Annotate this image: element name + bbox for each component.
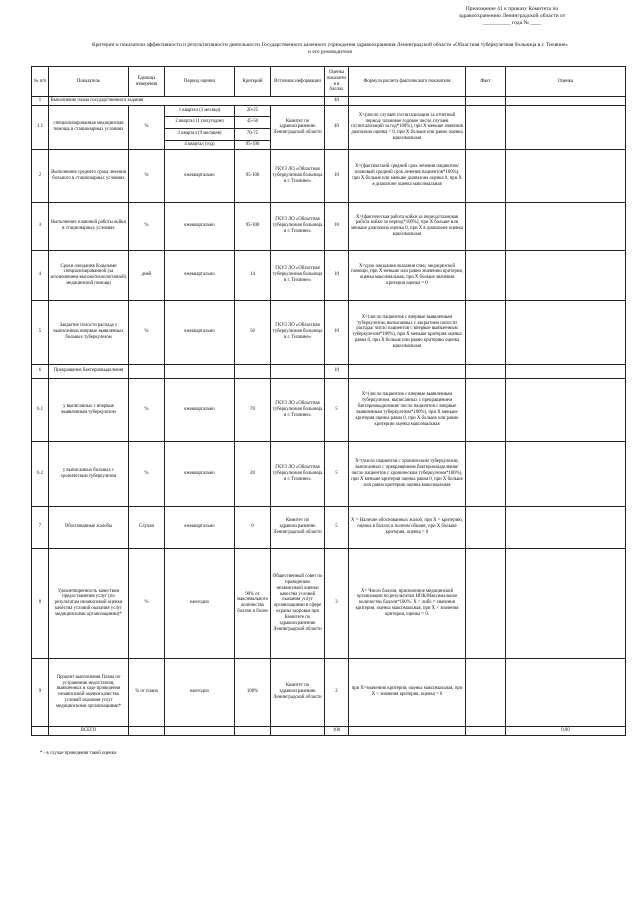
row-fact	[466, 658, 506, 726]
row-score: 5	[325, 506, 349, 548]
row-criterion: 50	[235, 300, 271, 364]
row-formula	[349, 97, 466, 106]
row-num: 5	[32, 300, 49, 364]
row-period: ежеквартально	[165, 506, 235, 548]
row-criterion: 20	[235, 441, 271, 506]
row-evaluation	[506, 202, 626, 250]
row-score: 5	[325, 378, 349, 441]
row-score: 10	[325, 300, 349, 364]
table-row	[32, 506, 626, 548]
row-period: ежегодно	[165, 548, 235, 658]
total-fact	[466, 726, 506, 735]
row-evaluation	[506, 149, 626, 202]
row-evaluation	[506, 300, 626, 364]
row-num: 1	[32, 97, 49, 106]
row-num: 6.1	[32, 378, 49, 441]
row-indicator: Удовлетворенность качеством предоставления услуг (по результатам независимой оценки качества условий оказания услуг медицинскими организациями)*	[49, 548, 129, 658]
row-source: ГКУЗ ЛО «Областная туберкулезная больница в г. Тихвине»	[271, 149, 325, 202]
row-source: Комитет по здравоохранению Ленинградской области	[271, 105, 325, 149]
row-source: ГКУЗ ЛО «Областная туберкулезная больница в г. Тихвине»	[271, 378, 325, 441]
approval-header	[412, 6, 612, 27]
row-indicator: Закрытие полости распада у выписанных впервые выявленных больных туберкулезом	[49, 300, 129, 364]
row-period: ежеквартально	[165, 378, 235, 441]
row-num: 6.2	[32, 441, 49, 506]
footnote: * - в случае проведения такой оценки	[40, 751, 117, 756]
row-formula: Х=(число пациентов с хроническим туберкулезом, выписанных с прекращением бактериовыделения/ число пациентов с хроническим туберкулезом*100%), при Х меньше критерия оценка равна 0, при Х больше или равно критерию оценка максимальная	[349, 441, 466, 506]
row-source: Комитет по здравоохранению Ленинградской области	[271, 658, 325, 726]
row-source: ГКУЗ ЛО «Областная туберкулезная больница в г. Тихвине»	[271, 300, 325, 364]
row-unit: %	[129, 202, 165, 250]
row-period: 4 квартал (год)	[165, 140, 235, 149]
row-evaluation	[506, 364, 626, 378]
row-formula: Х=(фактический средний срок лечения пациентов/плановый средний срок лечения пациентов*100%), при Х больше или меньше диапазона оценка 0, при Х в диапазоне оценка максимальная	[349, 149, 466, 202]
total-criterion	[235, 726, 271, 735]
row-formula: Х= Число баллов, присвоенное медицинской организации по результатам НОК/Максимальное количество баллов*100%. Х > либо = значения критерия, оценка максимальная, при Х < значения критерия, оценка = 0.	[349, 548, 466, 658]
row-num: 1.1	[32, 105, 49, 149]
row-indicator: Выполнение плана государственного задания	[49, 97, 325, 106]
table-row	[32, 364, 626, 378]
row-score: 2	[325, 658, 349, 726]
col-indicator: Показатель	[49, 67, 129, 97]
document-title	[40, 42, 620, 55]
col-unit: Единица измерения	[129, 67, 165, 97]
row-score: 3	[325, 548, 349, 658]
row-period: ежеквартально	[165, 250, 235, 300]
row-evaluation	[506, 250, 626, 300]
row-num: 3	[32, 202, 49, 250]
row-period: ежеквартально	[165, 300, 235, 364]
total-num	[32, 726, 49, 735]
row-fact	[466, 97, 506, 106]
table-row	[32, 250, 626, 300]
row-formula: Х = Наличие обоснованных жалоб, при Х = критерию, оценка в баллах в полном объеме, при Х больше критерия, оценка = 0	[349, 506, 466, 548]
row-criterion: 100%	[235, 658, 271, 726]
row-evaluation	[506, 506, 626, 548]
row-formula: при Х=значению критерия, оценка максимальная, при Х < значения критерия, оценка = 0	[349, 658, 466, 726]
table-row	[32, 202, 626, 250]
row-indicator: Сроки ожидания больными специализированной (за исключением высокотехнологичной) медицинской помощи	[49, 250, 129, 300]
row-unit: %	[129, 105, 165, 149]
row-source: ГКУЗ ЛО «Областная туберкулезная больница в г. Тихвине»	[271, 202, 325, 250]
header-line-2: здравоохранению Ленинградской области от	[458, 13, 566, 19]
row-fact	[466, 378, 506, 441]
col-num: № п/п	[32, 67, 49, 97]
row-criterion: 95-100	[235, 140, 271, 149]
total-label: ВСЕГО	[49, 726, 129, 735]
row-score: 40	[325, 97, 349, 106]
total-unit	[129, 726, 165, 735]
row-unit: %	[129, 441, 165, 506]
row-source	[271, 364, 325, 378]
row-criterion: 95-100	[235, 149, 271, 202]
row-criterion: 95-100	[235, 202, 271, 250]
row-evaluation	[506, 441, 626, 506]
row-source: Комитет по здравоохранению Ленинградской области	[271, 506, 325, 548]
row-formula	[349, 364, 466, 378]
row-formula: Х=(число пациентов с впервые выявленным туберкулезом, выписанных с прекращением бактериовыделения/ число пациентов с впервые выявленным туберкулезом*100%), при Х меньше критерия оценка равна 0, при Х больше или равно критерию оценка максимальная	[349, 378, 466, 441]
row-score: 40	[325, 105, 349, 149]
table-row	[32, 97, 626, 106]
total-formula	[349, 726, 466, 735]
row-indicator: Обоснованные жалобы	[49, 506, 129, 548]
row-indicator: Выполнение плановой работы койки в стационарных условиях	[49, 202, 129, 250]
row-period: ежеквартально	[165, 149, 235, 202]
row-criterion: 70-75	[235, 128, 271, 140]
row-formula: Х=(фактическая работа койки за период/плановая работа койки за период*100%), при Х больше или меньше диапазона оценка 0, при Х в диапазоне оценка максимальная	[349, 202, 466, 250]
row-num: 8	[32, 548, 49, 658]
row-indicator: Выполнение среднего срока лечения больного в стационарных условиях	[49, 149, 129, 202]
row-formula: Х=срок ожидания оказания спец. медицинской помощи, при Х меньше или равно значению критерия, оценка максимальная, при Х больше значения критерия оценка = 0	[349, 250, 466, 300]
table-row	[32, 300, 626, 364]
row-criterion: 14	[235, 250, 271, 300]
row-unit: дней	[129, 250, 165, 300]
row-formula: Х=(число пациентов с впервые выявленным туберкулезом, выписанных с закрытием полости распада/ число пациентов с впервые выявленным туберкулезом*100%), при Х меньше критерия оценка равна 0, при Х больше или равно критерию оценка максимальная	[349, 300, 466, 364]
row-source: ГКУЗ ЛО «Областная туберкулезная больница в г. Тихвине»	[271, 441, 325, 506]
row-formula: Х=(число случаев госпитализации за отчетный период/ плановое годовое число случаев госпитализаций за год*100%), при Х меньше значения диапазона оценка = 0, при Х больше или равно оценка максимальная	[349, 105, 466, 149]
row-score: 10	[325, 149, 349, 202]
row-num: 9	[32, 658, 49, 726]
row-source: Общественный совет по проведению независимой оценки качества условий оказания услуг организациями в сфере охраны здоровья при Комитете по здравоохранению Ленинградской области	[271, 548, 325, 658]
row-criterion	[235, 364, 271, 378]
total-source	[271, 726, 325, 735]
row-fact	[466, 202, 506, 250]
row-score: 10	[325, 202, 349, 250]
table-row	[32, 105, 626, 116]
row-fact	[466, 441, 506, 506]
col-score: Оценка показателя в баллах	[325, 67, 349, 97]
row-score: 10	[325, 364, 349, 378]
col-evaluation: Оценка	[506, 67, 626, 97]
col-formula: Формула расчета фактического показателя	[349, 67, 466, 97]
row-fact	[466, 105, 506, 149]
row-period: ежеквартально	[165, 441, 235, 506]
row-period: ежеквартально	[165, 202, 235, 250]
row-indicator: Процент выполнения Плана по устранению недостатков, выявленных в ходе проведения независимой оценки качества условий оказания услуг медицинскими организациями*	[49, 658, 129, 726]
row-unit: %	[129, 548, 165, 658]
row-evaluation	[506, 658, 626, 726]
table-total-row	[32, 726, 626, 735]
row-evaluation	[506, 378, 626, 441]
row-fact	[466, 364, 506, 378]
table-header-row	[32, 67, 626, 97]
row-unit	[129, 364, 165, 378]
col-fact: Факт	[466, 67, 506, 97]
row-fact	[466, 506, 506, 548]
criteria-table	[31, 66, 626, 736]
row-score: 5	[325, 441, 349, 506]
row-fact	[466, 149, 506, 202]
row-fact	[466, 250, 506, 300]
row-evaluation	[506, 97, 626, 106]
row-unit: %	[129, 149, 165, 202]
row-indicator: специализированная медицинская помощь в стационарных условиях	[49, 105, 129, 149]
table-row	[32, 441, 626, 506]
row-criterion: 20-25	[235, 105, 271, 116]
row-criterion: 45-50	[235, 116, 271, 128]
row-unit: %	[129, 300, 165, 364]
row-num: 7	[32, 506, 49, 548]
row-criterion: 0	[235, 506, 271, 548]
row-fact	[466, 300, 506, 364]
col-source: Источник информации	[271, 67, 325, 97]
row-evaluation	[506, 548, 626, 658]
total-score: 100	[325, 726, 349, 735]
header-line-3: __________ года № ____	[482, 20, 542, 26]
header-line-1: Приложение 41 к приказу Комитета по	[465, 6, 559, 12]
table-row	[32, 548, 626, 658]
table-row	[32, 378, 626, 441]
table-row	[32, 658, 626, 726]
col-period: Период оценки	[165, 67, 235, 97]
row-criterion: 70	[235, 378, 271, 441]
row-score: 10	[325, 250, 349, 300]
row-period: 2 квартал (1 полугодие)	[165, 116, 235, 128]
table-row	[32, 149, 626, 202]
row-indicator: у выписанных с впервые выявленным туберкулезом	[49, 378, 129, 441]
row-criterion: 90% от максимального количества баллов и более	[235, 548, 271, 658]
row-period	[165, 364, 235, 378]
total-evaluation: 0,00	[506, 726, 626, 735]
row-num: 4	[32, 250, 49, 300]
title-line-1: Критерии и показатели эффективности и результативности деятельности Государственного казенного учреждения здравоохранения Ленинградской области «Областная туберкулезная больница в г. Тихвине»	[91, 42, 568, 48]
row-unit: % от плана	[129, 658, 165, 726]
row-indicator: у выписанных больных с хроническим туберкулезом	[49, 441, 129, 506]
row-unit: Случаи	[129, 506, 165, 548]
title-line-2: и его руководителя	[308, 48, 352, 55]
row-source: ГКУЗ ЛО «Областная туберкулезная больница в г. Тихвине»	[271, 250, 325, 300]
row-indicator: Прекращение бактериовыделения	[49, 364, 129, 378]
total-period	[165, 726, 235, 735]
row-num: 2	[32, 149, 49, 202]
row-period: 3 квартал (9 месяцев)	[165, 128, 235, 140]
row-unit: %	[129, 378, 165, 441]
row-period: 1 квартал (3 месяца)	[165, 105, 235, 116]
row-period: ежегодно	[165, 658, 235, 726]
row-fact	[466, 548, 506, 658]
col-criterion: Критерий	[235, 67, 271, 97]
row-num: 6	[32, 364, 49, 378]
row-evaluation	[506, 105, 626, 149]
